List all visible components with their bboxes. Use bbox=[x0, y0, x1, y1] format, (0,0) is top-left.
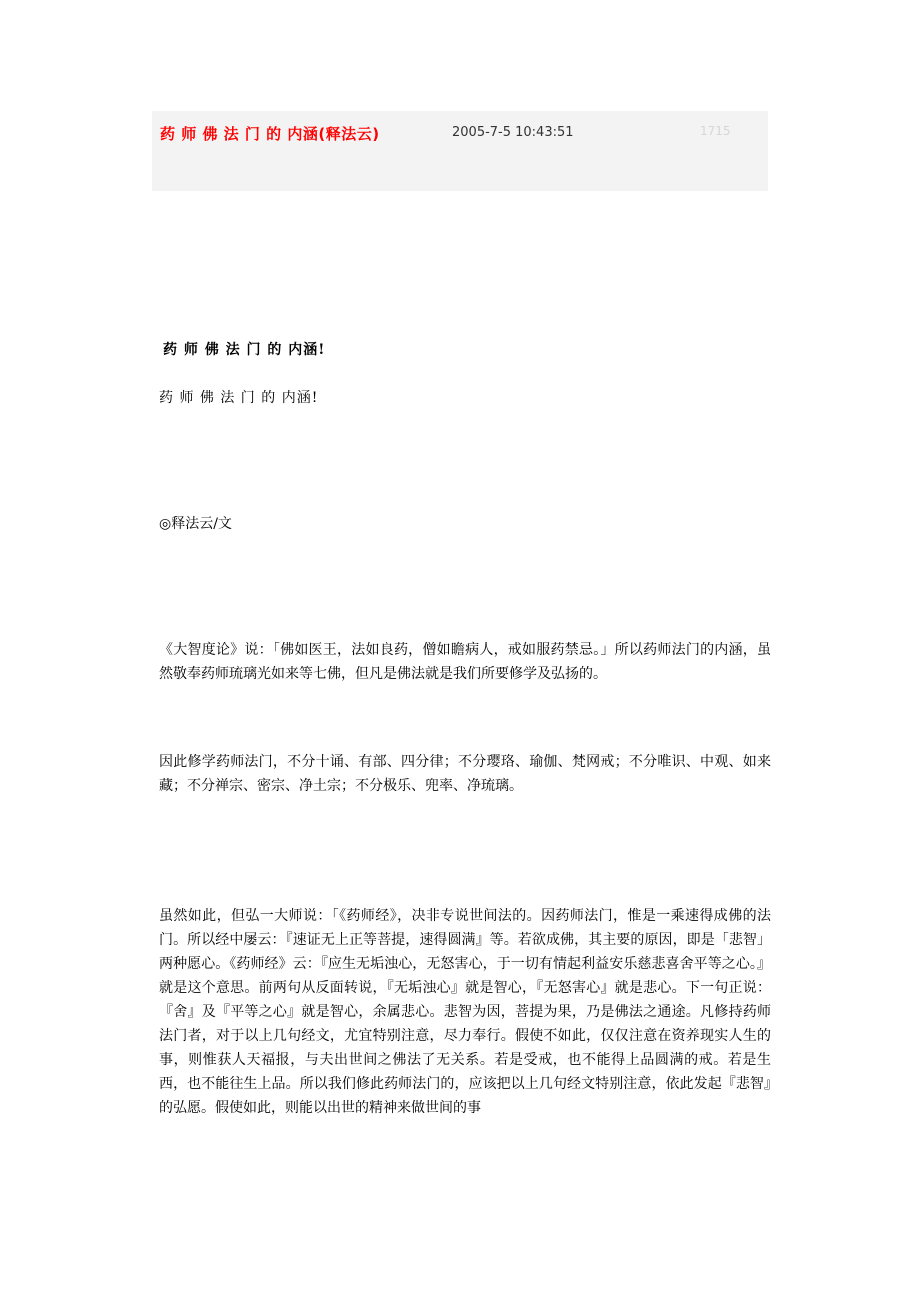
article-subheading: 药 师 佛 法 门 的 内涵! bbox=[159, 390, 319, 406]
article-heading: 药 师 佛 法 门 的 内涵! bbox=[163, 342, 326, 358]
paragraph-1: 《大智度论》说：「佛如医王，法如良药，僧如瞻病人，戒如服药禁忌。」所以药师法门的内涵，虽然敬奉药师琉璃光如来等七佛，但凡是佛法就是我们所要修学及弘扬的。 bbox=[159, 642, 771, 682]
author-byline: ◎释法云/文 bbox=[159, 516, 232, 532]
post-timestamp: 2005-7-5 10:43:51 bbox=[452, 125, 574, 140]
paragraph-2: 因此修学药师法门，不分十诵、有部、四分律；不分璎珞、瑜伽、梵网戒；不分唯识、中观、如来藏；不分禅宗、密宗、净土宗；不分极乐、兜率、净琉璃。 bbox=[159, 754, 771, 794]
article-header bbox=[152, 111, 768, 191]
article-title-link[interactable]: 药 师 佛 法 门 的 内涵(释法云) bbox=[160, 125, 380, 143]
view-count: 1715 bbox=[700, 124, 731, 138]
paragraph-3: 虽然如此，但弘一大师说：「《药师经》，决非专说世间法的。因药师法门，惟是一乘速得成佛的法门。所以经中屡云：『速证无上正等菩提，速得圆满』等。若欲成佛，其主要的原因，即是「悲智」两种愿心。《药师经》云：『应生无垢浊心，无怒害心，于一切有情起利益安乐慈悲喜舍平等之心。』就是这个意思。前两句从反面转说，『无垢浊心』就是智心，『无怒害心』就是悲心。下一句正说：『舍』及『平等之心』就是智心，余属悲心。悲智为因，菩提为果，乃是佛法之通途。凡修持药师法门者，对于以上几句经文，尤宜特别注意，尽力奉行。假使不如此，仅仅注意在资养现实人生的事，则惟获人天福报，与夫出世间之佛法了无关系。若是受戒，也不能得上品圆满的戒。若是生西，也不能往生上品。所以我们修此药师法门的，应该把以上几句经文特别注意，依此发起『悲智』的弘愿。假使如此，则能以出世的精神来做世间的事 bbox=[159, 908, 771, 1116]
